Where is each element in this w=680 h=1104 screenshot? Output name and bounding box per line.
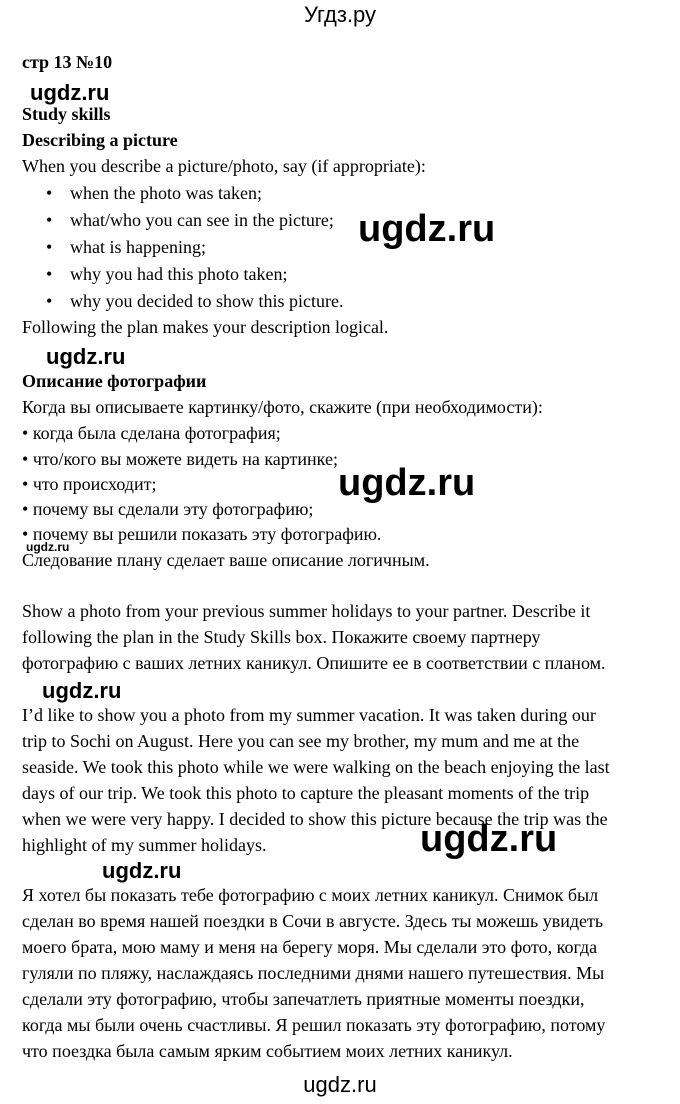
ru-list-item: • когда была сделана фотография;: [22, 423, 281, 443]
en-list-item: • why you had this photo taken;: [46, 264, 288, 284]
bullet-icon: •: [22, 423, 29, 443]
bullet-icon: •: [22, 449, 29, 469]
answer-ru-line: что поездка была самым ярким событием моих летних каникул.: [22, 1041, 513, 1061]
site-title[interactable]: Угдз.ру: [303, 2, 377, 27]
watermark: ugdz.ru: [42, 678, 122, 703]
bullet-icon: •: [46, 264, 53, 284]
bullet-icon: •: [22, 499, 29, 519]
answer-ru-line: сделан во время нашей поездки в Сочи в августе. Здесь ты можешь увидеть: [22, 911, 604, 931]
answer-ru-line: моего брата, мою маму и меня на берегу моря. Мы сделали это фото, когда: [22, 937, 598, 957]
answer-en-line: highlight of my summer holidays.: [22, 835, 267, 855]
bullet-icon: •: [46, 237, 53, 257]
ru-list-item: • что/кого вы можете видеть на картинке;: [22, 449, 338, 469]
answer-en-line: trip to Sochi on August. Here you can see my brother, my mum and me at the: [22, 731, 580, 751]
answer-en-line: seaside. We took this photo while we were walking on the beach enjoying the last: [22, 757, 610, 777]
answer-ru-line: гуляли по пляжу, наслаждаясь последними днями нашего путешествия. Мы: [22, 963, 605, 983]
footer-site-name[interactable]: ugdz.ru: [303, 1072, 377, 1097]
answer-ru-line: когда мы были очень счастливы. Я решил показать эту фотографию, потому: [22, 1015, 606, 1035]
watermark: ugdz.ru: [102, 858, 182, 883]
describing-heading: Describing a picture: [22, 130, 178, 150]
ru-list-item: • что происходит;: [22, 474, 157, 494]
watermark: ugdz.ru: [338, 462, 476, 504]
watermark: ugdz.ru: [358, 208, 496, 250]
watermark: ugdz.ru: [420, 818, 558, 860]
bullet-icon: •: [46, 183, 53, 203]
task-line: following the plan in the Study Skills box. Покажите своему партнеру: [22, 627, 541, 647]
task-line: Show a photo from your previous summer holidays to your partner. Describe it: [22, 601, 591, 621]
bullet-icon: •: [22, 524, 29, 544]
en-list-item: • why you decided to show this picture.: [46, 291, 344, 311]
ru-intro: Когда вы описываете картинку/фото, скажите (при необходимости):: [22, 397, 543, 417]
answer-en-line: I’d like to show you a photo from my summer vacation. It was taken during our: [22, 705, 596, 725]
ru-outro: Следование плану сделает ваше описание логичным.: [22, 550, 430, 570]
en-outro: Following the plan makes your description logical.: [22, 317, 389, 337]
answer-en-line: days of our trip. We took this photo to capture the pleasant moments of the trip: [22, 783, 590, 803]
answer-ru-line: сделали эту фотографию, чтобы запечатлеть приятные моменты поездки,: [22, 989, 585, 1009]
bullet-icon: •: [22, 474, 29, 494]
en-list-item: • when the photo was taken;: [46, 183, 262, 203]
watermark: ugdz.ru: [46, 344, 126, 369]
watermark: ugdz.ru: [30, 80, 110, 105]
answer-en-line: when we were very happy. I decided to show this picture because the trip was the: [22, 809, 608, 829]
ru-list-item: • почему вы сделали эту фотографию;: [22, 499, 314, 519]
ru-title: Описание фотографии: [22, 371, 207, 391]
bullet-icon: •: [46, 210, 53, 230]
en-intro: When you describe a picture/photo, say (if appropriate):: [22, 156, 426, 176]
watermark: ugdz.ru: [26, 540, 70, 554]
bullet-icon: •: [46, 291, 53, 311]
ru-list-item: • почему вы решили показать эту фотографию.: [22, 524, 382, 544]
en-list-item: • what is happening;: [46, 237, 206, 257]
exercise-number: стр 13 №10: [22, 52, 113, 72]
task-line: фотографию с ваших летних каникул. Опишите ее в соответствии с планом.: [22, 653, 606, 673]
study-skills-heading: Study skills: [22, 104, 111, 124]
answer-ru-line: Я хотел бы показать тебе фотографию с моих летних каникул. Снимок был: [22, 885, 599, 905]
en-list-item: • what/who you can see in the picture;: [46, 210, 334, 230]
